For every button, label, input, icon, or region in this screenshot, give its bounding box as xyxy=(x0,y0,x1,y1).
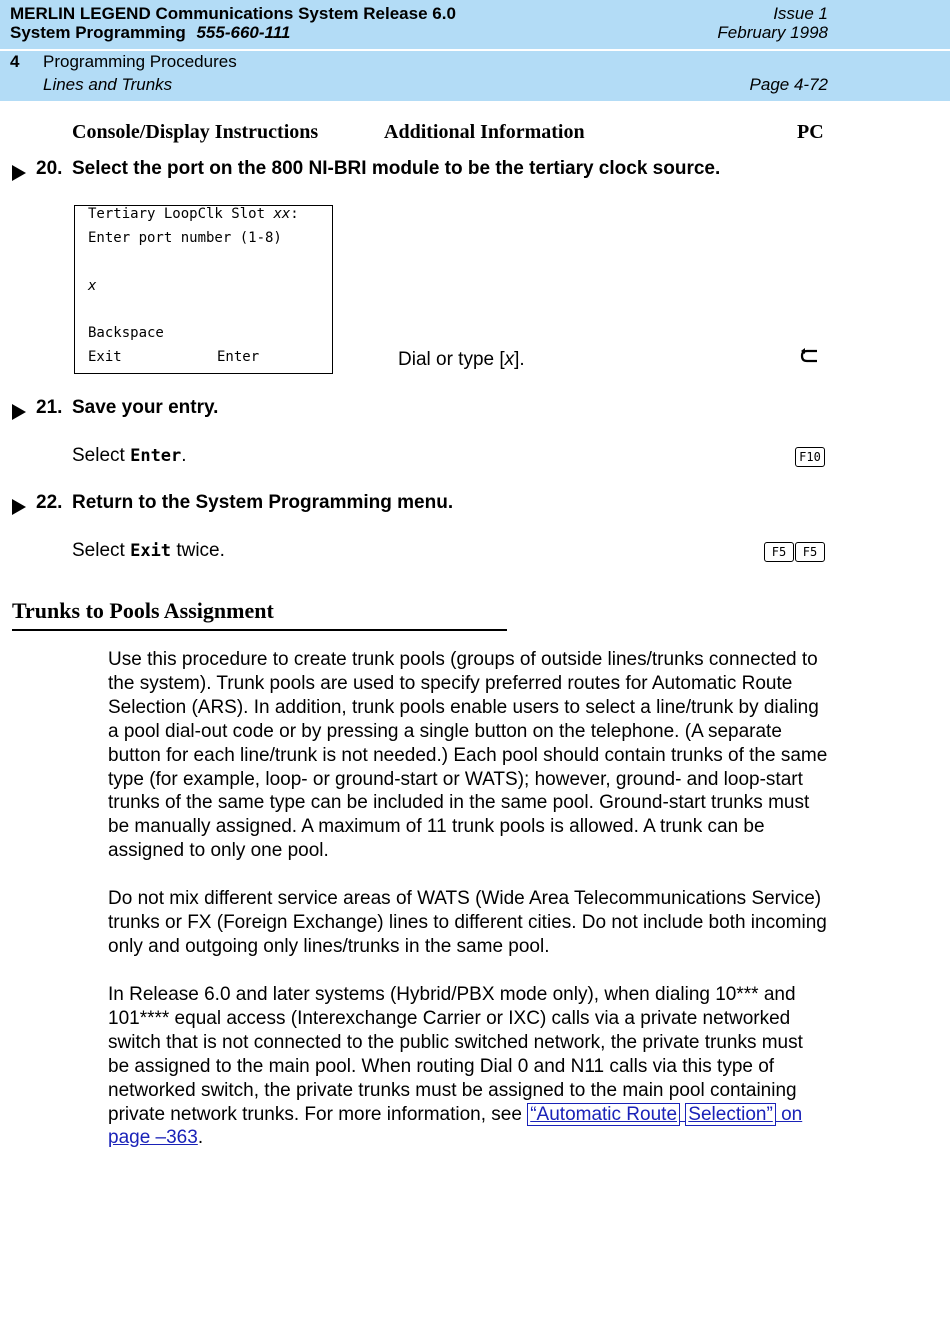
paragraph-text: Do not mix different service areas of WATS (Wide Area Telecommunications Service) trunks or FX (Foreign Exchange) lines to different cities. Do not include both incoming only and outgoing only lines/trunks in the same pool. xyxy=(108,888,827,957)
paragraph-wats xyxy=(108,887,828,959)
sub-title xyxy=(10,23,290,43)
step-number: 22. xyxy=(36,492,63,513)
doc-date: February 1998 xyxy=(717,23,828,42)
screen-line-3: x xyxy=(88,278,97,294)
chapter-number: 4 xyxy=(10,52,20,71)
step-arrow-icon xyxy=(12,499,26,515)
column-additional-heading: Additional Information xyxy=(384,121,585,143)
section-title: Lines and Trunks xyxy=(43,75,173,94)
sub-title-text: System Programming xyxy=(10,23,186,42)
f10-key-icon: F10 xyxy=(795,447,825,467)
chapter-title: Programming Procedures xyxy=(43,52,237,71)
paragraph-release xyxy=(108,983,828,1150)
instruction-code: Enter xyxy=(130,446,182,466)
screen-line-1-prefix: Tertiary LoopClk Slot xyxy=(88,206,274,222)
paragraph-text: Use this procedure to create trunk pools (groups of outside lines/trunks connected to the system). Trunk pools are used to specify preferred routes for Automatic Route Selection (ARS). In addition, trunk pools enable users to select a line/trunk by dialing a pool dial-out code or by pressing a single button on the telephone. (A separate button for each line/trunk is not needed.) Each pool should contain trunks of the same type (for example, loop- or ground-start or WATS); however, ground- and loop-start trunks of the same type can be included in the same pool. Ground-start trunks must be manually assigned. A maximum of 11 trunk pools is allowed. A trunk can be assigned to only one pool. xyxy=(108,649,828,862)
step-number: 20. xyxy=(36,158,63,179)
page-header xyxy=(0,0,950,101)
step-instruction xyxy=(72,540,225,562)
step-title: Select the port on the 800 NI-BRI module to be the tertiary clock source. xyxy=(72,158,721,179)
step-info-var: x xyxy=(504,349,515,370)
column-console-heading: Console/Display Instructions xyxy=(72,121,319,143)
instruction-code: Exit xyxy=(130,541,172,561)
screen-exit-option: Exit xyxy=(88,349,122,365)
step-info-prefix: Dial or type [ xyxy=(398,349,505,370)
link-text-line-2: Selection” xyxy=(685,1103,776,1126)
step-info-suffix: ]. xyxy=(514,349,525,370)
step-info xyxy=(398,349,525,371)
section-heading-rule xyxy=(12,629,507,631)
step-arrow-icon xyxy=(12,165,26,181)
instruction-prefix: Select xyxy=(72,445,131,466)
page-number: Page 4-72 xyxy=(749,75,828,94)
paragraph-intro xyxy=(108,648,828,863)
step-number: 21. xyxy=(36,397,63,418)
instruction-suffix: . xyxy=(181,445,187,466)
screen-line-1-suffix: : xyxy=(290,206,299,222)
f5-key-icon: F5 xyxy=(795,542,825,562)
link-text-line-1: “Automatic Route xyxy=(527,1103,680,1126)
step-instruction xyxy=(72,445,187,467)
screen-line-1 xyxy=(88,206,299,222)
screen-enter-option: Enter xyxy=(217,349,260,365)
screen-backspace-option: Backspace xyxy=(88,325,164,341)
header-divider xyxy=(0,49,950,51)
paragraph-body: In Release 6.0 and later systems (Hybrid/PBX mode only), when dialing 10*** and 101**** equal access (Interexchange Carrier or IXC) calls via a private networked switch that is not connected to the public switched network, the private trunks must be assigned to the main pool. When routing Dial 0 and N11 calls via this type of networked switch, the private trunks must be assigned to the main pool containing private network trunks. For more information, see xyxy=(108,984,803,1125)
section-heading: Trunks to Pools Assignment xyxy=(12,598,274,623)
step-arrow-icon xyxy=(12,404,26,420)
doc-title: MERLIN LEGEND Communications System Release 6.0 xyxy=(10,4,456,23)
issue-label: Issue 1 xyxy=(773,4,828,23)
instruction-prefix: Select xyxy=(72,540,131,561)
paragraph-end: . xyxy=(197,1127,204,1149)
column-pc-heading: PC xyxy=(797,121,824,143)
doc-number: 555-660-111 xyxy=(196,23,291,42)
screen-line-1-var: xx xyxy=(273,206,291,222)
step-title: Save your entry. xyxy=(72,397,219,418)
console-display-screen xyxy=(74,205,333,374)
link-page-ref: on page –363 xyxy=(108,1103,803,1149)
paragraph-text xyxy=(108,983,828,1150)
return-arrow-icon xyxy=(800,347,820,365)
screen-line-2: Enter port number (1-8) xyxy=(88,230,282,246)
f5-key-icon: F5 xyxy=(764,542,794,562)
step-title: Return to the System Programming menu. xyxy=(72,492,454,513)
instruction-suffix: twice. xyxy=(171,540,225,561)
